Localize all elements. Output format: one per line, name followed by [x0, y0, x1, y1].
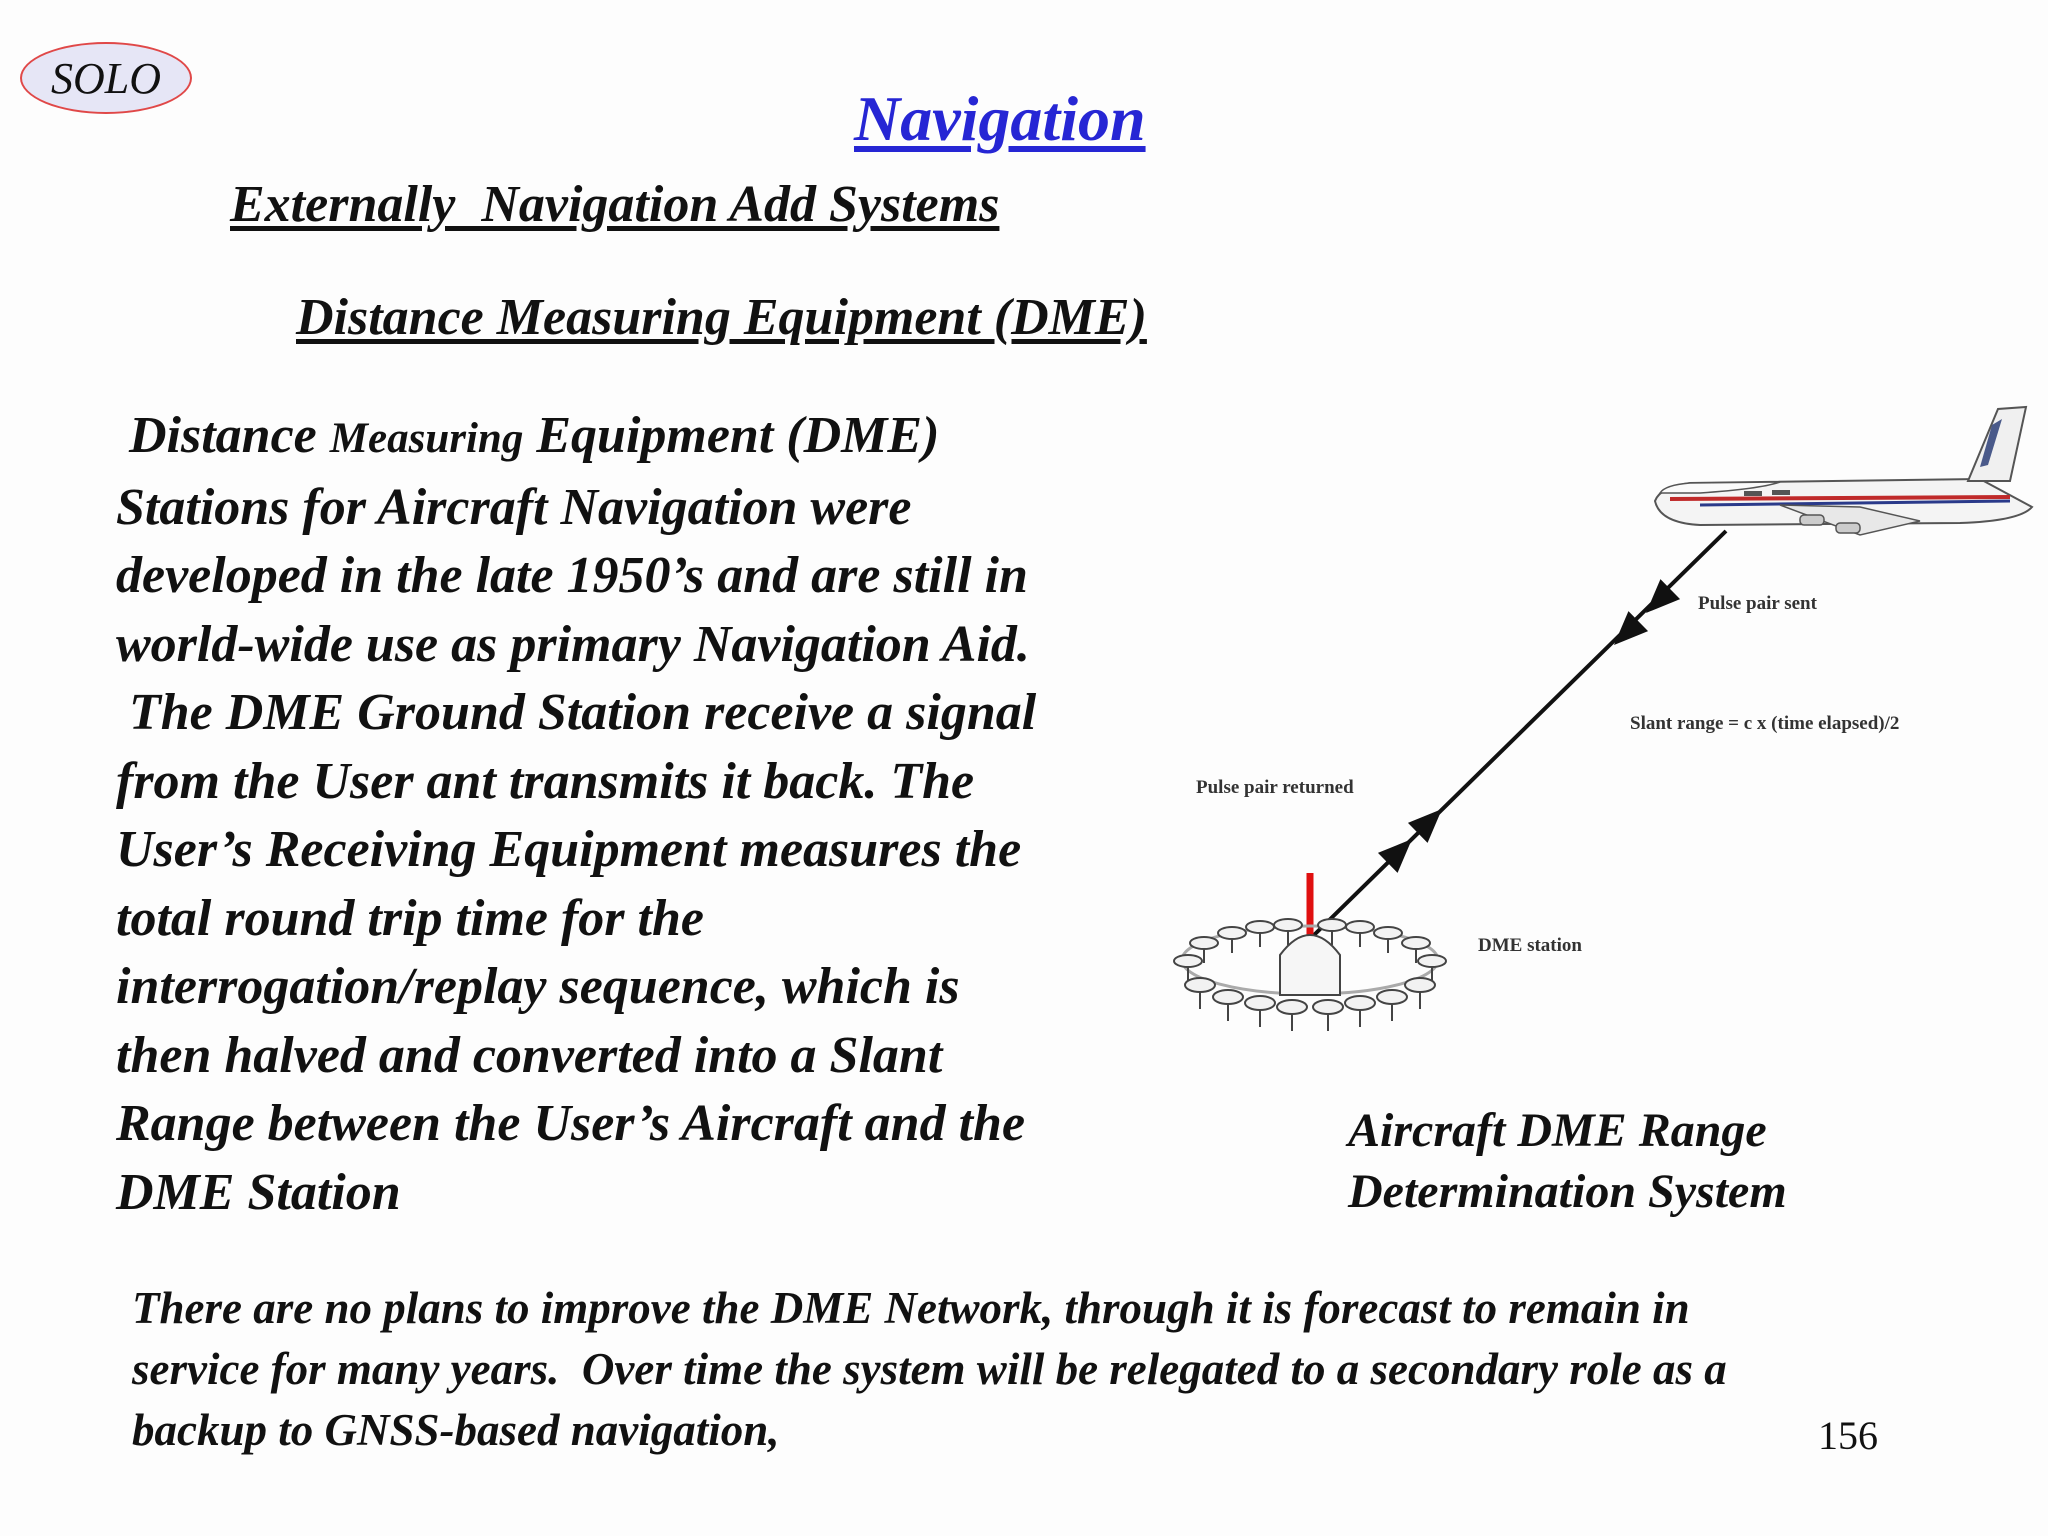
dme-station-icon: [1174, 919, 1446, 1031]
slant-range-label: Slant range = c x (time elapsed)/2: [1630, 713, 1900, 734]
body-text-fragment: Distance: [116, 407, 330, 464]
solo-badge-text: SOLO: [50, 53, 162, 103]
solo-badge: [20, 42, 192, 114]
dme-diagram: [1160, 395, 2040, 1055]
body-text-fragment: Measuring: [329, 415, 524, 462]
body-line: total round trip time for the: [116, 889, 704, 947]
body-line: User’s Receiving Equipment measures the: [116, 821, 1022, 878]
dme-diagram-svg: [1160, 395, 2040, 1055]
down-arrow-icon: [1604, 611, 1648, 655]
subtitle: Externally Navigation Add Systems: [230, 176, 1000, 233]
dme-station-label: DME station: [1478, 935, 1582, 956]
body-paragraph: [116, 402, 1166, 1227]
body-line: world-wide use as primary Navigation Aid.: [116, 615, 1030, 673]
diagram-caption: [1348, 1100, 1787, 1222]
pulse-pair-sent-label: Pulse pair sent: [1698, 593, 1817, 614]
body-line: [116, 402, 1166, 474]
body-line: DME Station: [116, 1163, 401, 1221]
caption-line: Determination System: [1348, 1165, 1787, 1218]
footer-line: backup to GNSS-based navigation,: [132, 1405, 780, 1455]
body-line: Range between the User’s Aircraft and the: [116, 1095, 1026, 1152]
caption-line: Aircraft DME Range: [1348, 1104, 1767, 1157]
body-line: The DME Ground Station receive a signal: [116, 684, 1037, 741]
section-heading: Distance Measuring Equipment (DME): [296, 289, 1147, 346]
body-line: developed in the late 1950’s and are still in: [116, 547, 1028, 604]
body-line: from the User ant transmits it back. The: [116, 752, 975, 810]
aircraft-icon: [1655, 407, 2032, 535]
pulse-pair-returned-label: Pulse pair returned: [1196, 777, 1354, 798]
body-line: Stations for Aircraft Navigation were: [116, 478, 912, 536]
down-arrow-icon: [1636, 579, 1680, 623]
footer-line: service for many years. Over time the system will be relegated to a secondary role as a: [132, 1344, 1727, 1394]
body-text-fragment: Equipment (DME): [523, 407, 940, 464]
page-title: Navigation: [854, 83, 1146, 154]
footer-line: There are no plans to improve the DME Network, through it is forecast to remain in: [132, 1283, 1690, 1333]
body-line: then halved and converted into a Slant: [116, 1026, 943, 1084]
page-number: 156: [1818, 1413, 1878, 1458]
body-line: interrogation/replay sequence, which is: [116, 958, 960, 1015]
footer-paragraph: [132, 1278, 1992, 1461]
